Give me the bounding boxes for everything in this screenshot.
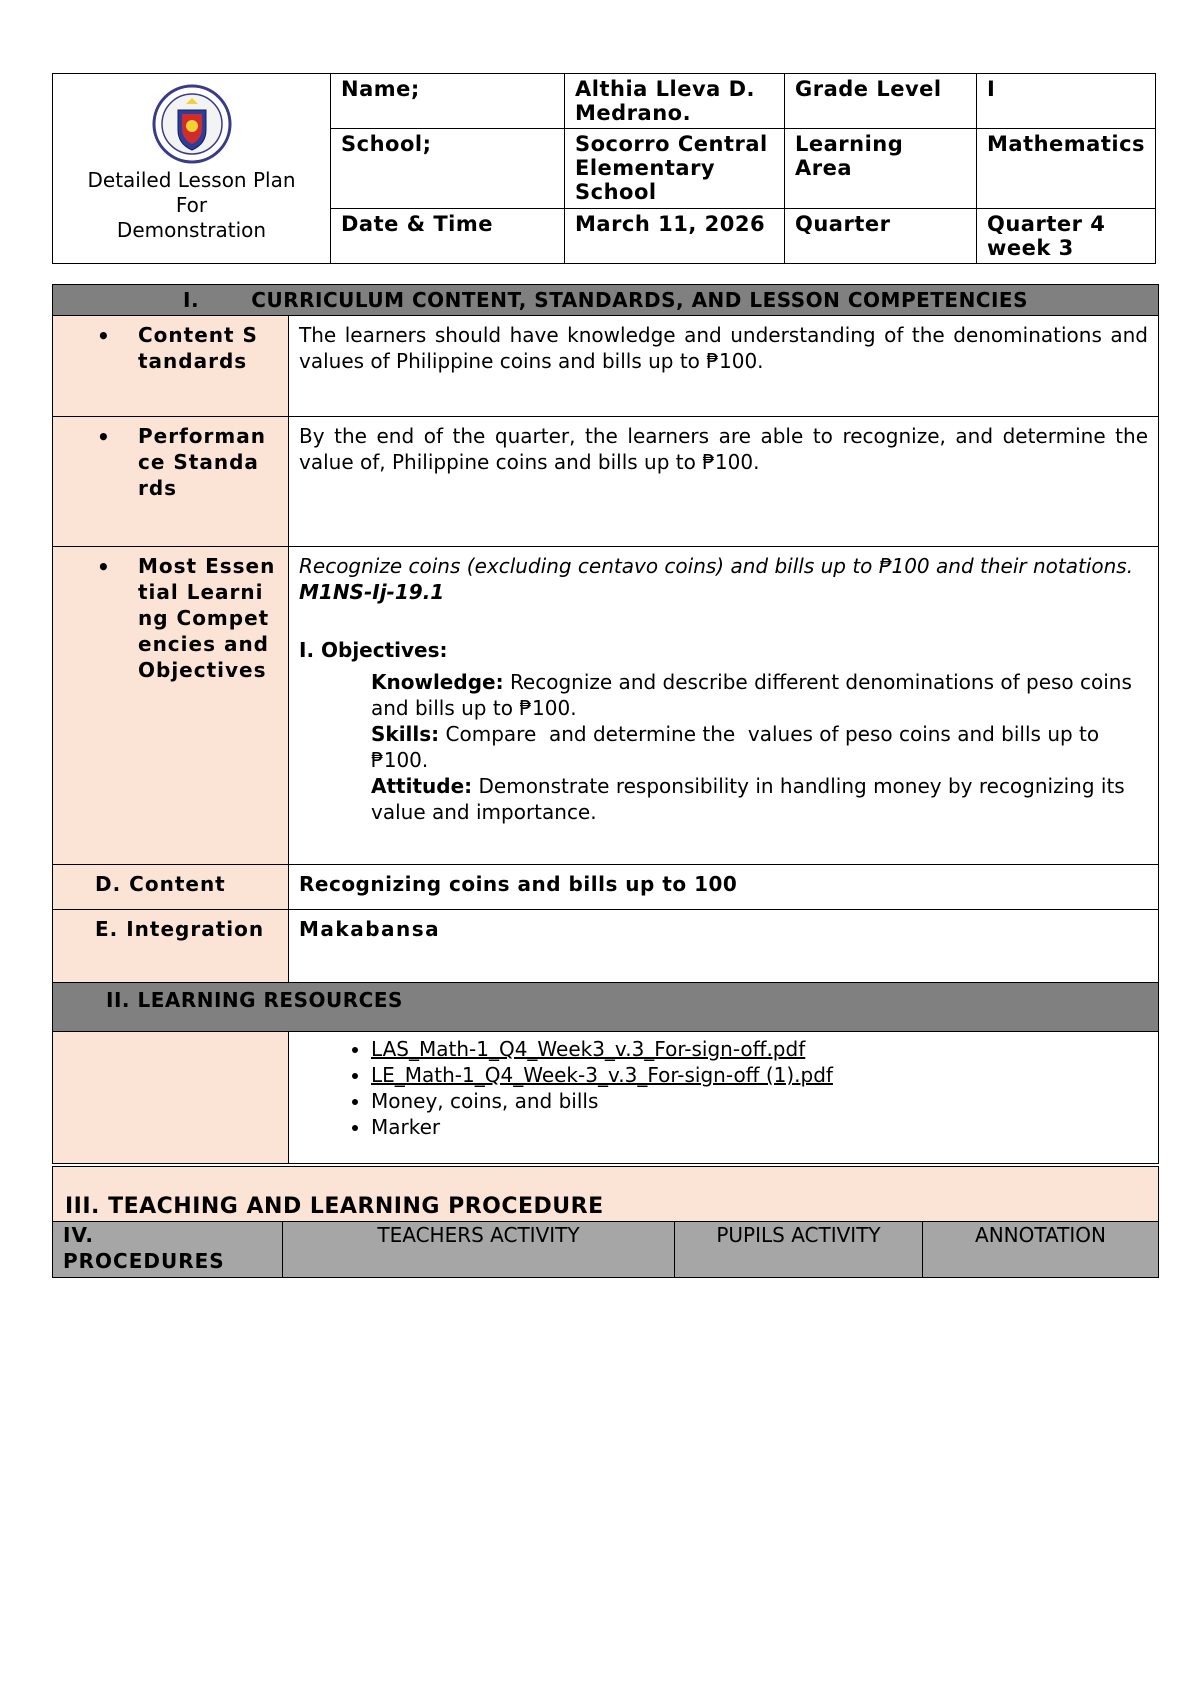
date-label: Date & Time xyxy=(331,209,565,264)
objectives-title: I. Objectives: xyxy=(299,638,448,662)
lesson-header-table xyxy=(52,73,1156,264)
school-label: School; xyxy=(331,129,565,209)
col-teacher-activity: TEACHERS ACTIVITY xyxy=(283,1222,675,1278)
deped-seal-icon xyxy=(152,84,232,164)
area-label: Learning Area xyxy=(785,129,977,209)
section-curriculum-header xyxy=(53,285,1159,316)
name-label: Name; xyxy=(331,74,565,129)
melc-code: M1NS-Ij-19.1 xyxy=(299,580,445,604)
col-pupils-activity: PUPILS ACTIVITY xyxy=(675,1222,923,1278)
bullet-icon: • xyxy=(97,425,111,449)
bullet-icon: • xyxy=(97,555,111,579)
school-value: Socorro Central Elementary School xyxy=(565,129,785,209)
performance-standards-text: By the end of the quarter, the learners are able to recognize, and determine the value of, Philippine coins and bills up to ₱100. xyxy=(289,417,1159,547)
logo-title: Detailed Lesson Plan For Demonstration xyxy=(87,168,296,242)
performance-standards-label: • Performance Standards xyxy=(53,417,289,547)
col-procedures: IV. PROCEDURES xyxy=(53,1222,283,1278)
grade-value: I xyxy=(977,74,1156,129)
melc-label: • Most Essential Learning Competencies and Objectives xyxy=(53,547,289,865)
date-value: March 11, 2026 xyxy=(565,209,785,264)
section-title: I. CURRICULUM CONTENT, STANDARDS, AND LESSON COMPETENCIES xyxy=(53,285,1159,316)
melc-statement: Recognize coins (excluding centavo coins) and bills up to ₱100 and their notations. M1NS-Ij-19.1 xyxy=(299,554,1134,604)
resources-cell xyxy=(289,1032,1159,1164)
integration-text: Makabansa xyxy=(289,910,1159,983)
list-item[interactable] xyxy=(371,1062,1148,1088)
resources-label-cell xyxy=(53,1032,289,1164)
procedure-table xyxy=(52,1166,1159,1278)
quarter-value: Quarter 4 week 3 xyxy=(977,209,1156,264)
content-label: D. Content xyxy=(53,865,289,910)
procedure-title: III. TEACHING AND LEARNING PROCEDURE xyxy=(53,1167,1159,1222)
quarter-label: Quarter xyxy=(785,209,977,264)
lesson-plan-table xyxy=(52,284,1159,1164)
logo-cell xyxy=(53,74,331,264)
resource-link[interactable]: LE_Math-1_Q4_Week-3_v.3_For-sign-off (1).pdf xyxy=(371,1063,833,1087)
resource-link[interactable]: LAS_Math-1_Q4_Week3_v.3_For-sign-off.pdf xyxy=(371,1037,806,1061)
list-item[interactable] xyxy=(371,1036,1148,1062)
objective-skills: Skills: Compare and determine the values of peso coins and bills up to ₱100. xyxy=(371,722,1106,772)
content-standards-label: • Content Standards xyxy=(53,316,289,417)
section-resources-header xyxy=(53,983,1159,1032)
objective-attitude: Attitude: Demonstrate responsibility in handling money by recognizing its value and importance. xyxy=(371,774,1125,824)
resources-title: II. LEARNING RESOURCES xyxy=(53,983,1159,1032)
content-standards-text: The learners should have knowledge and understanding of the denominations and values of Philippine coins and bills up to ₱100. xyxy=(289,316,1159,417)
bullet-icon: • xyxy=(97,324,111,348)
content-text: Recognizing coins and bills up to 100 xyxy=(289,865,1159,910)
list-item: • Money, coins, and bills xyxy=(371,1088,1148,1114)
resources-list xyxy=(299,1036,1148,1140)
col-annotation: ANNOTATION xyxy=(923,1222,1159,1278)
area-value: Mathematics xyxy=(977,129,1156,209)
melc-cell xyxy=(289,547,1159,865)
grade-label: Grade Level xyxy=(785,74,977,129)
integration-label: E. Integration xyxy=(53,910,289,983)
objective-knowledge: Knowledge: Recognize and describe different denominations of peso coins and bills up to ₱100. xyxy=(371,670,1132,720)
list-item: • Marker xyxy=(371,1114,1148,1140)
name-value: Althia Lleva D. Medrano. xyxy=(565,74,785,129)
